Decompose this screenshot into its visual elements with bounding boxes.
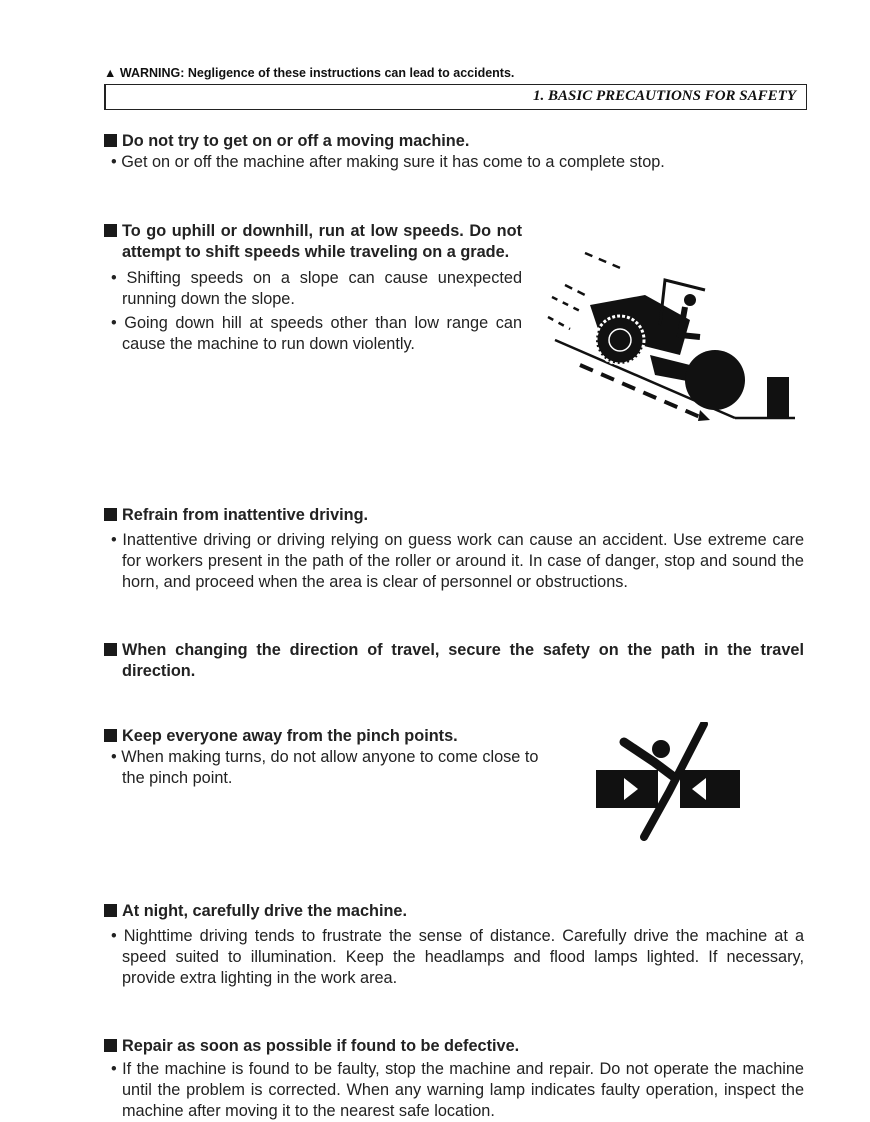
bullet-text: Going down hill at speeds other than low range can cause the machine to run down violently. (122, 314, 523, 353)
bullet-text: Inattentive driving or driving relying on guess work can cause an accident. Use extreme care for workers present in the path of the roller or around it. In case of danger, stop and sound the horn, and proceed when the area is clear of personnel or obstructions. (122, 531, 804, 591)
pinch-point-hazard-icon (594, 722, 744, 847)
section-heading (104, 505, 804, 526)
bullet-text: Get on or off the machine after making sure it has come to a complete stop. (121, 153, 665, 171)
square-bullet-icon (104, 134, 117, 147)
section-title: 1. BASIC PRECAUTIONS FOR SAFETY (533, 88, 796, 104)
section-1 (104, 131, 804, 173)
bullet-text: Shifting speeds on a slope can cause unexpected running down the slope. (122, 269, 522, 308)
section-heading (104, 726, 544, 747)
bullet-item (104, 747, 544, 789)
bullet: • (111, 1060, 117, 1078)
section-heading (104, 1036, 804, 1057)
bullet-text: Nighttime driving tends to frustrate the sense of distance. Carefully drive the machine at a speed suited to illumination. Keep the headlamps and flood lamps lighted. If necessary, provide extra lighting in the work area. (122, 927, 804, 987)
bullet-item (104, 530, 804, 593)
section-2 (104, 221, 522, 355)
bullet: • (111, 748, 117, 766)
bullet-item (104, 926, 804, 989)
bullet: • (111, 531, 117, 549)
roller-on-slope-illustration (540, 225, 800, 425)
heading-text: When changing the direction of travel, secure the safety on the path in the travel direction. (122, 641, 804, 680)
heading-text: Keep everyone away from the pinch points. (122, 727, 458, 745)
section-3 (104, 505, 804, 593)
square-bullet-icon (104, 1039, 117, 1052)
square-bullet-icon (104, 643, 117, 656)
bullet-item (104, 268, 522, 310)
section-heading (104, 901, 804, 922)
section-7 (104, 1036, 804, 1122)
heading-text: To go uphill or downhill, run at low speeds. Do not attempt to shift speeds while traveling on a grade. (122, 222, 522, 261)
section-heading (104, 640, 804, 682)
heading-text: Do not try to get on or off a moving machine. (122, 132, 470, 150)
bullet-item (104, 152, 804, 173)
bullet-text: When making turns, do not allow anyone to come close to the pinch point. (121, 748, 539, 787)
section-4 (104, 640, 804, 682)
square-bullet-icon (104, 224, 117, 237)
heading-text: At night, carefully drive the machine. (122, 902, 407, 920)
bullet: • (111, 153, 117, 171)
heading-text: Refrain from inattentive driving. (122, 506, 369, 524)
bullet-text: If the machine is found to be faulty, stop the machine and repair. Do not operate the machine until the problem is corrected. When any warning lamp indicates faulty operation, inspect the machine after moving it to the nearest safe location. (122, 1060, 804, 1120)
square-bullet-icon (104, 508, 117, 521)
bullet: • (111, 927, 117, 945)
square-bullet-icon (104, 729, 117, 742)
bullet: • (111, 314, 117, 332)
warning-triangle-icon: ▲ (104, 66, 120, 80)
section-6 (104, 901, 804, 989)
bullet: • (111, 269, 117, 287)
section-5 (104, 726, 544, 789)
bullet-item (104, 1059, 804, 1122)
section-heading (104, 221, 522, 263)
heading-text: Repair as soon as possible if found to be defective. (122, 1037, 520, 1055)
warning-line (104, 66, 514, 80)
section-heading (104, 131, 804, 152)
warning-text: WARNING: Negligence of these instructions can lead to accidents. (119, 66, 515, 80)
square-bullet-icon (104, 904, 117, 917)
bullet-item (104, 313, 522, 355)
section-header-box (104, 84, 807, 110)
